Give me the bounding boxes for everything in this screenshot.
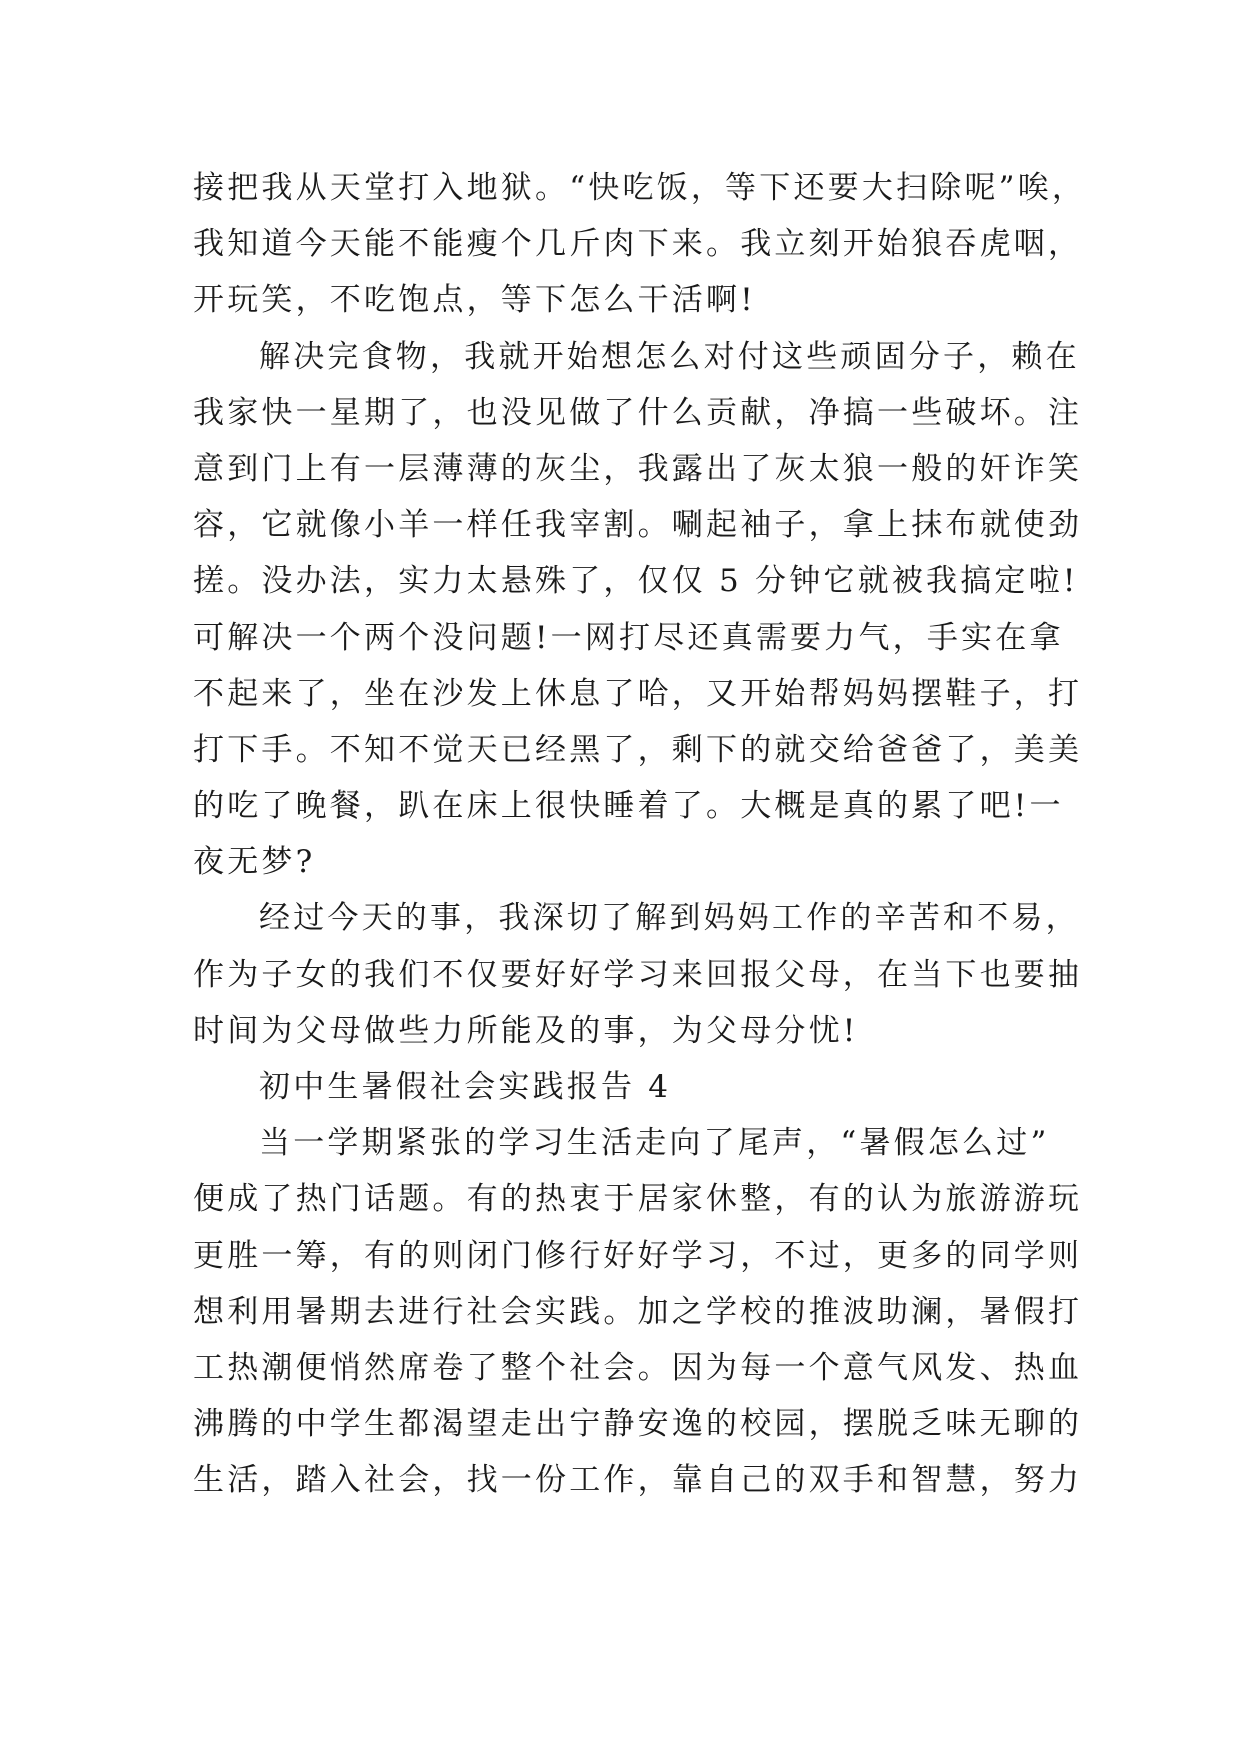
text-line: 经过今天的事，我深切了解到妈妈工作的辛苦和不易，	[259, 900, 1080, 937]
text-line: 打下手。不知不觉天已经黑了，剩下的就交给爸爸了，美美	[193, 731, 1083, 768]
text-line: 搓。没办法，实力太悬殊了，仅仅 5 分钟它就被我搞定啦!	[193, 563, 1079, 600]
text-line: 我知道今天能不能瘦个几斤肉下来。我立刻开始狼吞虎咽，	[193, 226, 1083, 263]
text-line: 作为子女的我们不仅要好好学习来回报父母，在当下也要抽	[193, 956, 1083, 993]
text-line: 容，它就像小羊一样任我宰割。唰起袖子，拿上抹布就使劲	[193, 507, 1083, 544]
text-line: 我家快一星期了，也没见做了什么贡献，净搞一些破坏。注	[193, 394, 1083, 431]
text-line: 解决完食物，我就开始想怎么对付这些顽固分子，赖在	[259, 338, 1080, 375]
text-line: 便成了热门话题。有的热衷于居家休整，有的认为旅游游玩	[193, 1181, 1083, 1218]
text-line: 当一学期紧张的学习生活走向了尾声，“暑假怎么过”	[259, 1125, 1050, 1162]
text-line: 想利用暑期去进行社会实践。加之学校的推波助澜，暑假打	[193, 1293, 1083, 1330]
text-line: 沸腾的中学生都渴望走出宁静安逸的校园，摆脱乏味无聊的	[193, 1406, 1083, 1443]
text-line: 生活，踏入社会，找一份工作，靠自己的双手和智慧，努力	[193, 1462, 1083, 1499]
text-line: 时间为父母做些力所能及的事，为父母分忧!	[193, 1012, 859, 1049]
text-line: 意到门上有一层薄薄的灰尘，我露出了灰太狼一般的奸诈笑	[193, 450, 1083, 487]
text-line: 可解决一个两个没问题!一网打尽还真需要力气，手实在拿	[193, 619, 1064, 656]
text-line: 更胜一筹，有的则闭门修行好好学习，不过，更多的同学则	[193, 1237, 1083, 1274]
text-line: 接把我从天堂打入地狱。“快吃饭，等下还要大扫除呢”唉，	[193, 170, 1087, 206]
text-line: 夜无梦?	[193, 844, 316, 881]
text-line: 工热潮便悄然席卷了整个社会。因为每一个意气风发、热血	[193, 1349, 1083, 1386]
text-line: 初中生暑假社会实践报告 4	[259, 1069, 672, 1105]
text-line: 不起来了，坐在沙发上休息了哈，又开始帮妈妈摆鞋子，打	[193, 675, 1083, 712]
text-line: 开玩笑，不吃饱点，等下怎么干活啊!	[193, 282, 756, 319]
document-body	[193, 160, 1087, 1509]
text-line: 的吃了晚餐，趴在床上很快睡着了。大概是真的累了吧!一	[193, 788, 1064, 825]
